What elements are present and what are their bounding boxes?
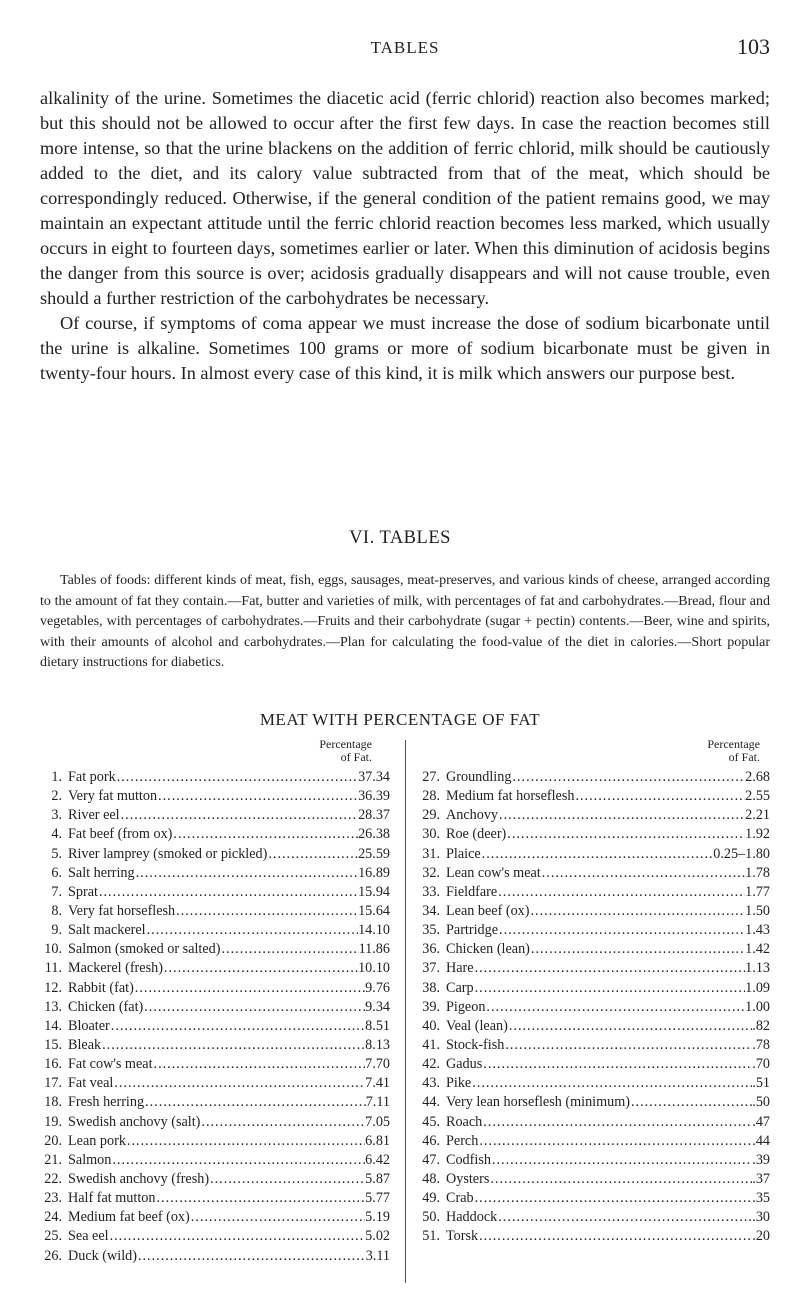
fat-percentage: 1.42 — [745, 941, 770, 958]
leader-dots — [504, 1036, 752, 1055]
food-name: Chicken (lean) — [446, 941, 530, 958]
food-name: Fieldfare — [446, 883, 498, 900]
table-column-left — [40, 738, 390, 1266]
fat-percentage: 1.92 — [745, 826, 770, 843]
fat-percentage: 7.11 — [365, 1094, 390, 1111]
leader-dots — [153, 1055, 366, 1074]
table-row — [40, 979, 390, 998]
table-row — [40, 1189, 390, 1208]
column-header — [418, 738, 770, 768]
table-row — [40, 1093, 390, 1112]
row-number: 37. — [422, 960, 440, 977]
fat-percentage: 15.64 — [358, 902, 390, 919]
food-name: Fat veal — [68, 1075, 114, 1092]
row-number: 50. — [422, 1209, 440, 1226]
table-row — [40, 1036, 390, 1055]
fat-percentage: 2.21 — [745, 807, 770, 824]
row-number: 3. — [51, 807, 62, 824]
food-name: Very fat horseflesh — [68, 902, 176, 919]
table-row — [40, 1055, 390, 1074]
fat-percentage: 1.50 — [745, 902, 770, 919]
row-number: 41. — [422, 1036, 440, 1053]
food-name: Carp — [446, 979, 474, 996]
table-row — [40, 921, 390, 940]
fat-percentage: 5.87 — [365, 1170, 390, 1187]
food-name: Fat beef (from ox) — [68, 826, 173, 843]
food-name: Bleak — [68, 1036, 102, 1053]
table-row — [418, 1055, 770, 1074]
table-row — [418, 1151, 770, 1170]
table-row — [418, 1036, 770, 1055]
fat-percentage: 2.55 — [745, 788, 770, 805]
leader-dots — [172, 825, 358, 844]
leader-dots — [471, 1074, 752, 1093]
row-number: 12. — [44, 979, 62, 996]
fat-percentage: 6.81 — [365, 1132, 390, 1149]
row-number: 27. — [422, 769, 440, 785]
leader-dots — [630, 1093, 752, 1112]
leader-dots — [111, 1151, 365, 1170]
row-number: 9. — [51, 922, 62, 939]
fat-percentage: 1.13 — [745, 960, 770, 977]
leader-dots — [506, 825, 745, 844]
leader-dots — [137, 1247, 366, 1266]
fat-percentage: 5.19 — [365, 1209, 390, 1226]
row-number: 42. — [422, 1056, 440, 1073]
fat-percentage: 5.02 — [365, 1228, 390, 1245]
fat-percentage: .50 — [752, 1094, 770, 1111]
fat-percentage: 26.38 — [358, 826, 390, 843]
leader-dots — [481, 845, 714, 864]
leader-dots — [190, 1208, 365, 1227]
fat-percentage: .39 — [752, 1151, 770, 1168]
section-title: VI. TABLES — [349, 528, 451, 548]
food-name: Very lean horseflesh (minimum) — [446, 1094, 630, 1111]
row-number: 36. — [422, 941, 440, 958]
row-number: 7. — [51, 883, 62, 900]
fat-percentage: .51 — [752, 1075, 770, 1092]
row-number: 39. — [422, 998, 440, 1015]
row-number: 14. — [44, 1017, 62, 1034]
fat-percentage: 16.89 — [358, 864, 390, 881]
food-name: Salmon — [68, 1151, 112, 1168]
leader-dots — [489, 1170, 752, 1189]
table-row — [40, 1227, 390, 1246]
fat-percentage: .35 — [752, 1190, 770, 1207]
table-row — [40, 940, 390, 959]
row-number: 46. — [422, 1132, 440, 1149]
table-rows — [418, 768, 770, 1247]
running-title: TABLES — [370, 38, 440, 57]
row-number: 4. — [51, 826, 62, 843]
table-row — [418, 940, 770, 959]
leader-dots — [511, 768, 745, 787]
food-name: Pigeon — [446, 998, 486, 1015]
paragraph: Of course, if symptoms of coma appear we must increase the dose of sodium bicarbonate until the urine is alkaline. Sometimes 100 grams or more of sodium bicarbonate must be given in twenty-four hours. In almost every case of this kind, it is milk which answers our purpose best. — [40, 313, 770, 383]
food-name: Rabbit (fat) — [68, 979, 134, 996]
row-number: 24. — [44, 1209, 62, 1226]
leader-dots — [209, 1170, 365, 1189]
food-name: Bloater — [68, 1017, 110, 1034]
food-name: Fat cow's meat — [68, 1056, 153, 1073]
leader-dots — [482, 1055, 752, 1074]
fat-percentage: 8.13 — [365, 1036, 390, 1053]
fat-percentage: 14.10 — [358, 922, 390, 939]
row-number: 13. — [44, 998, 62, 1015]
leader-dots — [530, 902, 746, 921]
row-number: 17. — [44, 1075, 62, 1092]
fat-percentage: 3.11 — [365, 1247, 390, 1264]
food-name: Lean cow's meat — [446, 864, 541, 881]
row-number: 16. — [44, 1056, 62, 1073]
fat-percentage: 1.77 — [745, 883, 770, 900]
food-name: Sea eel — [68, 1228, 109, 1245]
leader-dots — [200, 1113, 365, 1132]
food-name: River lamprey (smoked or pickled) — [68, 845, 268, 862]
table-row — [40, 1151, 390, 1170]
table-row — [40, 806, 390, 825]
leader-dots — [175, 902, 358, 921]
leader-dots — [98, 883, 358, 902]
food-name: Perch — [446, 1132, 479, 1149]
food-name: Medium fat horseflesh — [446, 788, 575, 805]
row-number: 6. — [51, 864, 62, 881]
table-row — [40, 1074, 390, 1093]
leader-dots — [110, 1017, 365, 1036]
row-number: 48. — [422, 1170, 440, 1187]
table-row — [40, 883, 390, 902]
table-row — [40, 845, 390, 864]
leader-dots — [478, 1227, 752, 1246]
leader-dots — [109, 1227, 366, 1246]
food-name: Veal (lean) — [446, 1017, 508, 1034]
table-row — [40, 1247, 390, 1266]
row-number: 45. — [422, 1113, 440, 1130]
paragraph: alkalinity of the urine. Sometimes the diacetic acid (ferric chlorid) reaction also becomes marked; but this should not be allowed to occur after the first few days. In case the reaction becomes still more intense, so that the urine blackens on the addition of ferric chlorid, milk should be cautiously added to the diet, and its calory value subtracted from that of the meat, which should be correspondingly reduced. Otherwise, if the general condition of the patient remains good, we may maintain an expectant attitude until the ferric chlorid reaction becomes less marked, which usually occurs in eight to fourteen days, sometimes earlier or later. When this diminution of acidosis begins the danger from this source is over; acidosis gradually disappears and will not cause trouble, even should a further restriction of the carbohydrates be necessary. — [40, 88, 770, 308]
food-name: Partridge — [446, 922, 499, 939]
fat-percentage: 10.10 — [358, 960, 390, 977]
leader-dots — [101, 1036, 365, 1055]
table-row — [418, 806, 770, 825]
table-row — [40, 864, 390, 883]
leader-dots — [144, 1093, 366, 1112]
leader-dots — [155, 1189, 365, 1208]
row-number: 32. — [422, 864, 440, 881]
food-name: Mackerel (fresh) — [68, 960, 163, 977]
leader-dots — [113, 1074, 365, 1093]
fat-percentage: 1.00 — [745, 998, 770, 1015]
food-name: Swedish anchovy (salt) — [68, 1113, 201, 1130]
row-number: 8. — [51, 902, 62, 919]
food-name: River eel — [68, 807, 120, 824]
leader-dots — [482, 1113, 752, 1132]
food-name: Plaice — [446, 845, 481, 862]
row-number: 18. — [44, 1094, 62, 1111]
table-row — [418, 902, 770, 921]
table-row — [418, 1170, 770, 1189]
row-number: 21. — [44, 1151, 62, 1168]
table-row — [418, 1132, 770, 1151]
column-header-line: of Fat. — [728, 750, 760, 764]
table-row — [418, 825, 770, 844]
leader-dots — [530, 940, 745, 959]
food-name: Salt herring — [68, 864, 135, 881]
table-row — [418, 1093, 770, 1112]
row-number: 11. — [44, 960, 62, 977]
fat-percentage: 6.42 — [365, 1151, 390, 1168]
table-title: MEAT WITH PERCENTAGE OF FAT — [259, 710, 541, 729]
food-name: Pike — [446, 1075, 472, 1092]
food-name: Fresh herring — [68, 1094, 145, 1111]
food-name: Groundling — [446, 769, 512, 785]
section-summary: Tables of foods: different kinds of meat, fish, eggs, sausages, meat-preserves, and various kinds of cheese, arranged according to the amount of fat they contain.—Fat, butter and varieties of milk, with percentages of fat and carbohydrates.—Bread, flour and vegetables, with percentages of carbohydrates.—Fruits and their carbohydrate (sugar + pectin) contents.—Beer, wine and spirits, with their amounts of alcohol and carbohydrates.—Plan for calculating the food-value of the diet in calories.—Short popular dietary instructions for diabetics. — [40, 573, 770, 670]
food-name: Swedish anchovy (fresh) — [68, 1170, 210, 1187]
fat-percentage: 7.05 — [365, 1113, 390, 1130]
row-number: 49. — [422, 1190, 440, 1207]
food-name: Chicken (fat) — [68, 998, 144, 1015]
table-row — [418, 959, 770, 978]
leader-dots — [574, 787, 745, 806]
fat-percentage: 37.34 — [358, 769, 390, 785]
fat-percentage: .30 — [752, 1209, 770, 1226]
leader-dots — [143, 998, 365, 1017]
food-name: Haddock — [446, 1209, 498, 1226]
leader-dots — [497, 1208, 752, 1227]
column-header — [40, 738, 390, 768]
row-number: 29. — [422, 807, 440, 824]
row-number: 44. — [422, 1094, 440, 1111]
page-header — [40, 34, 770, 64]
food-name: Medium fat beef (ox) — [68, 1209, 190, 1226]
row-number: 20. — [44, 1132, 62, 1149]
table-row — [418, 845, 770, 864]
row-number: 2. — [51, 788, 62, 805]
food-name: Lean pork — [68, 1132, 126, 1149]
table-row — [418, 1017, 770, 1036]
leader-dots — [120, 806, 358, 825]
row-number: 19. — [44, 1113, 62, 1130]
food-name: Oysters — [446, 1170, 490, 1187]
fat-percentage: 36.39 — [358, 788, 390, 805]
row-number: 40. — [422, 1017, 440, 1034]
fat-percentage: 1.09 — [745, 979, 770, 996]
leader-dots — [474, 959, 746, 978]
table-row — [40, 1017, 390, 1036]
table-row — [40, 1170, 390, 1189]
fat-percentage: 9.76 — [365, 979, 390, 996]
food-name: Half fat mutton — [68, 1190, 156, 1207]
fat-percentage: 5.77 — [365, 1190, 390, 1207]
fat-percentage: 15.94 — [358, 883, 390, 900]
leader-dots — [267, 845, 358, 864]
table-row — [40, 998, 390, 1017]
food-name: Roe (deer) — [446, 826, 507, 843]
table-row — [418, 1227, 770, 1246]
leader-dots — [497, 883, 745, 902]
row-number: 15. — [44, 1036, 62, 1053]
food-name: Stock-fish — [446, 1036, 505, 1053]
table-row — [40, 1208, 390, 1227]
table-column-right — [418, 738, 770, 1247]
leader-dots — [541, 864, 745, 883]
table-row — [418, 1074, 770, 1093]
page-number: 103 — [737, 34, 770, 59]
row-number: 25. — [44, 1228, 62, 1245]
fat-percentage: 9.34 — [365, 998, 390, 1015]
row-number: 38. — [422, 979, 440, 996]
leader-dots — [116, 768, 358, 787]
fat-percentage: .47 — [752, 1113, 770, 1130]
fat-percentage: .70 — [752, 1056, 770, 1073]
table-row — [40, 1113, 390, 1132]
table-row — [40, 1132, 390, 1151]
fat-percentage: .82 — [752, 1017, 770, 1034]
food-name: Gadus — [446, 1056, 483, 1073]
row-number: 35. — [422, 922, 440, 939]
leader-dots — [221, 940, 359, 959]
food-name: Roach — [446, 1113, 483, 1130]
row-number: 5. — [51, 845, 62, 862]
leader-dots — [163, 959, 358, 978]
leader-dots — [474, 979, 746, 998]
table-row — [418, 864, 770, 883]
food-name: Crab — [446, 1190, 474, 1207]
column-header-line: Percentage — [319, 737, 372, 751]
food-name: Very fat mutton — [68, 788, 158, 805]
column-header-line: of Fat. — [340, 750, 372, 764]
leader-dots — [474, 1189, 753, 1208]
food-name: Fat pork — [68, 769, 116, 785]
fat-percentage: 11.86 — [358, 941, 390, 958]
fat-percentage: 7.41 — [365, 1075, 390, 1092]
fat-percentage: 28.37 — [358, 807, 390, 824]
fat-percentage: 7.70 — [365, 1056, 390, 1073]
fat-percentage: 8.51 — [365, 1017, 390, 1034]
food-name: Hare — [446, 960, 474, 977]
food-name: Sprat — [68, 883, 98, 900]
row-number: 30. — [422, 826, 440, 843]
row-number: 47. — [422, 1151, 440, 1168]
fat-percentage: .20 — [752, 1228, 770, 1245]
fat-percentage: 2.68 — [745, 769, 770, 785]
column-header-line: Percentage — [707, 737, 760, 751]
leader-dots — [485, 998, 745, 1017]
table-row — [40, 768, 390, 787]
fat-percentage: .37 — [752, 1170, 770, 1187]
table-rows — [40, 768, 390, 1266]
leader-dots — [498, 806, 745, 825]
table-row — [418, 979, 770, 998]
table-row — [40, 825, 390, 844]
row-number: 28. — [422, 788, 440, 805]
column-divider — [405, 740, 406, 1283]
row-number: 26. — [44, 1247, 62, 1264]
row-number: 33. — [422, 883, 440, 900]
table-row — [40, 959, 390, 978]
fat-percentage: .44 — [752, 1132, 770, 1149]
table-row — [40, 787, 390, 806]
table-row — [418, 921, 770, 940]
food-name: Lean beef (ox) — [446, 902, 530, 919]
food-name: Duck (wild) — [68, 1247, 137, 1264]
leader-dots — [134, 979, 365, 998]
leader-dots — [157, 787, 358, 806]
table-row — [418, 1113, 770, 1132]
table-row — [418, 998, 770, 1017]
fat-percentage: 0.25–1.80 — [713, 845, 770, 862]
row-number: 43. — [422, 1075, 440, 1092]
body-text — [40, 86, 770, 386]
row-number: 1. — [51, 769, 62, 785]
table-row — [418, 1208, 770, 1227]
food-name: Anchovy — [446, 807, 499, 824]
fat-percentage: 1.78 — [745, 864, 770, 881]
food-name: Torsk — [446, 1228, 479, 1245]
leader-dots — [491, 1151, 752, 1170]
row-number: 22. — [44, 1170, 62, 1187]
table-row — [40, 902, 390, 921]
food-name: Codfish — [446, 1151, 491, 1168]
row-number: 10. — [44, 941, 62, 958]
fat-percentage: .78 — [752, 1036, 770, 1053]
table-row — [418, 768, 770, 787]
row-number: 23. — [44, 1190, 62, 1207]
row-number: 51. — [422, 1228, 440, 1245]
row-number: 34. — [422, 902, 440, 919]
row-number: 31. — [422, 845, 440, 862]
leader-dots — [126, 1132, 365, 1151]
leader-dots — [508, 1017, 752, 1036]
table-row — [418, 1189, 770, 1208]
leader-dots — [478, 1132, 752, 1151]
fat-percentage: 25.59 — [358, 845, 390, 862]
leader-dots — [146, 921, 358, 940]
leader-dots — [498, 921, 745, 940]
fat-percentage: 1.43 — [745, 922, 770, 939]
food-name: Salmon (smoked or salted) — [68, 941, 221, 958]
food-name: Salt mackerel — [68, 922, 146, 939]
table-row — [418, 883, 770, 902]
leader-dots — [135, 864, 358, 883]
table-row — [418, 787, 770, 806]
